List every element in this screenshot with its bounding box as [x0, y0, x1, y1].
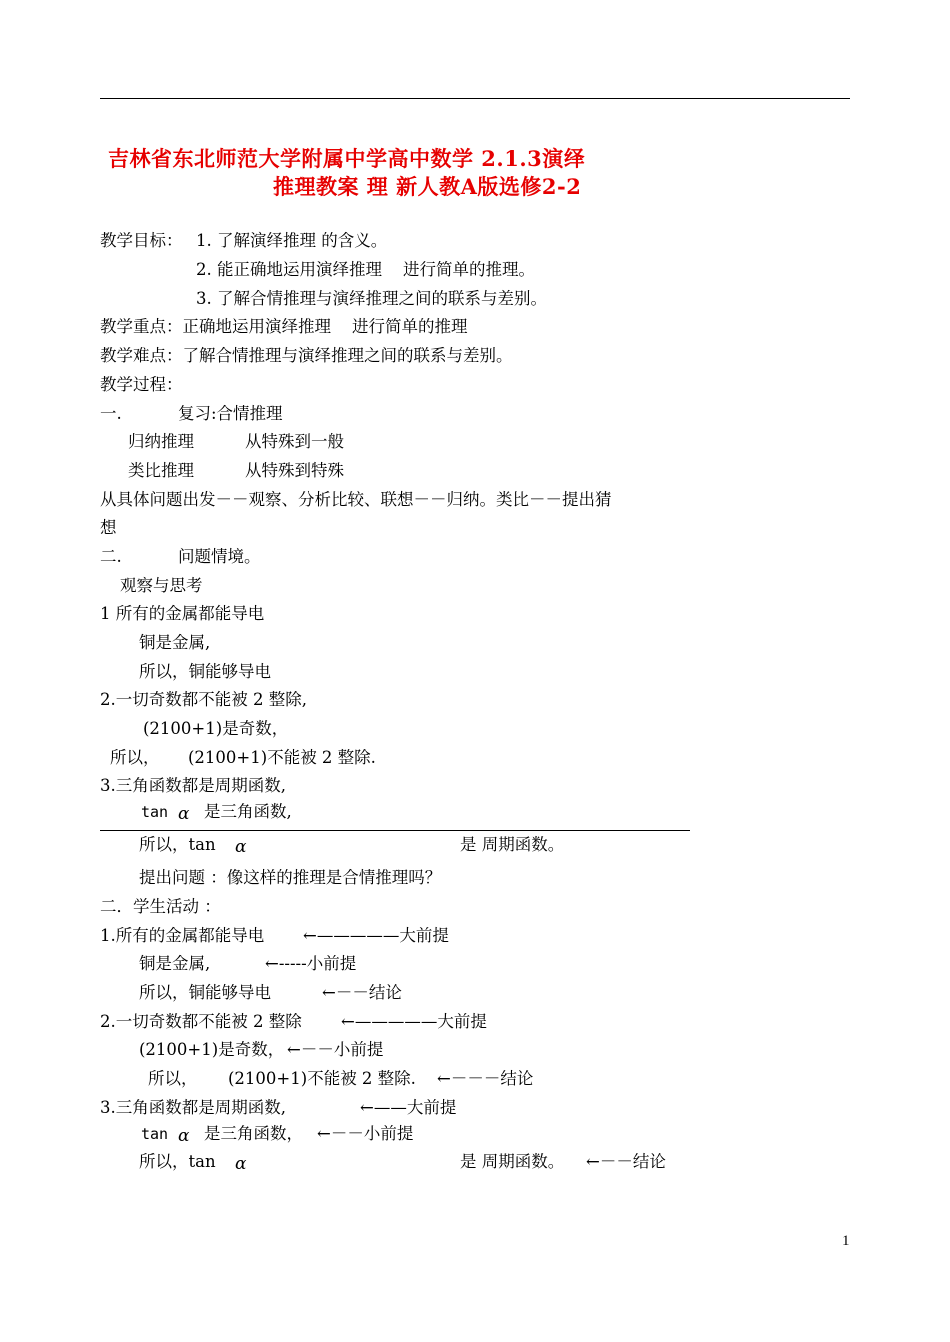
- example1-line1: 1 所有的金属都能导电: [100, 604, 265, 623]
- question: 提出问题 ：像这样的推理是合情推理吗？: [139, 868, 442, 887]
- activity2-note1: ←—————大前提: [341, 1012, 487, 1031]
- activity1-line3: 所以，铜能够导电: [139, 983, 271, 1002]
- section2-number: 二.: [100, 547, 122, 566]
- example2-line3a: 所以，: [110, 748, 160, 767]
- title-line-1: 吉林省东北师范大学附属中学高中数学 2.1.3演绎: [108, 146, 586, 171]
- example3-tan: tan: [141, 803, 169, 821]
- page-number: 1: [842, 1233, 850, 1249]
- activity3-line1: 3.三角函数都是周期函数,: [100, 1098, 286, 1117]
- activity2-line3b: (2100+1)不能被 2 整除.: [228, 1069, 416, 1088]
- example1-line3: 所以，铜能够导电: [139, 662, 271, 681]
- process-label: 教学过程：: [100, 375, 183, 394]
- example3-line3b: 是 周期函数。: [460, 835, 565, 854]
- activity2-line1: 2.一切奇数都不能被 2 整除: [100, 1012, 302, 1031]
- example2-line3b: (2100+1)不能被 2 整除.: [188, 748, 376, 767]
- activity3-line2: 是三角函数，: [204, 1124, 303, 1143]
- example3-line1: 3.三角函数都是周期函数,: [100, 776, 286, 795]
- activity3-alpha-2: α: [235, 1154, 247, 1174]
- activity3-note3: ←－－结论: [586, 1152, 666, 1171]
- induction-label: 归纳推理: [128, 432, 194, 451]
- section2-heading: 问题情境。: [178, 547, 261, 566]
- induction-desc: 从特殊到一般: [245, 432, 344, 451]
- example2-line1: 2.一切奇数都不能被 2 整除,: [100, 690, 307, 709]
- section1-number: 一.: [100, 404, 122, 423]
- divider-rule: [100, 830, 690, 831]
- activity2-line2: (2100+1)是奇数，: [139, 1040, 285, 1059]
- section1-heading: 复习:合情推理: [178, 404, 283, 423]
- objective-2: 2. 能正确地运用演绎推理 进行简单的推理。: [196, 260, 535, 279]
- activity1-line1: 1.所有的金属都能导电: [100, 926, 265, 945]
- activity2-note3: ←－－－结论: [437, 1069, 534, 1088]
- activity1-note2: ←-----小前提: [265, 954, 357, 973]
- difficulty: 教学难点：了解合情推理与演绎推理之间的联系与差别。: [100, 346, 513, 365]
- key-point: 教学重点：正确地运用演绎推理 进行简单的推理: [100, 317, 468, 336]
- section1-paragraph-2: 想: [100, 518, 117, 537]
- activity3-tan: tan: [141, 1125, 169, 1143]
- example3-alpha: α: [178, 804, 190, 824]
- title-line-2: 推理教案 理 新人教A版选修2-2: [273, 174, 582, 199]
- activity1-note3: ←－－结论: [322, 983, 402, 1002]
- section2-sub: 观察与思考: [120, 576, 203, 595]
- objective-3: 3. 了解合情推理与演绎推理之间的联系与差别。: [196, 289, 547, 308]
- example3-alpha-2: α: [235, 837, 247, 857]
- activity3-line3b: 是 周期函数。: [460, 1152, 565, 1171]
- section1-paragraph-1: 从具体问题出发－－观察、分析比较、联想－－归纳。类比－－提出猜: [100, 490, 612, 509]
- objectives-label: 教学目标：: [100, 231, 183, 250]
- example3-line3a: 所以，tan: [139, 835, 216, 854]
- activity1-note1: ←—————大前提: [303, 926, 449, 945]
- activity2-line3a: 所以，: [148, 1069, 198, 1088]
- activity3-alpha: α: [178, 1126, 190, 1146]
- example3-line2: 是三角函数,: [204, 802, 292, 821]
- activity3-line3a: 所以，tan: [139, 1152, 216, 1171]
- activity2-note2: ←－－小前提: [287, 1040, 384, 1059]
- analogy-label: 类比推理: [128, 461, 194, 480]
- activity3-note1: ←——大前提: [360, 1098, 457, 1117]
- objective-1: 1. 了解演绎推理 的含义。: [196, 231, 388, 250]
- activity3-note2: ←－－小前提: [317, 1124, 414, 1143]
- example2-line2: (2100+1)是奇数，: [143, 719, 289, 738]
- analogy-desc: 从特殊到特殊: [245, 461, 344, 480]
- section3-heading: 二．学生活动 ：: [100, 897, 221, 916]
- top-rule: [100, 98, 850, 99]
- activity1-line2: 铜是金属,: [139, 954, 211, 973]
- example1-line2: 铜是金属,: [139, 633, 211, 652]
